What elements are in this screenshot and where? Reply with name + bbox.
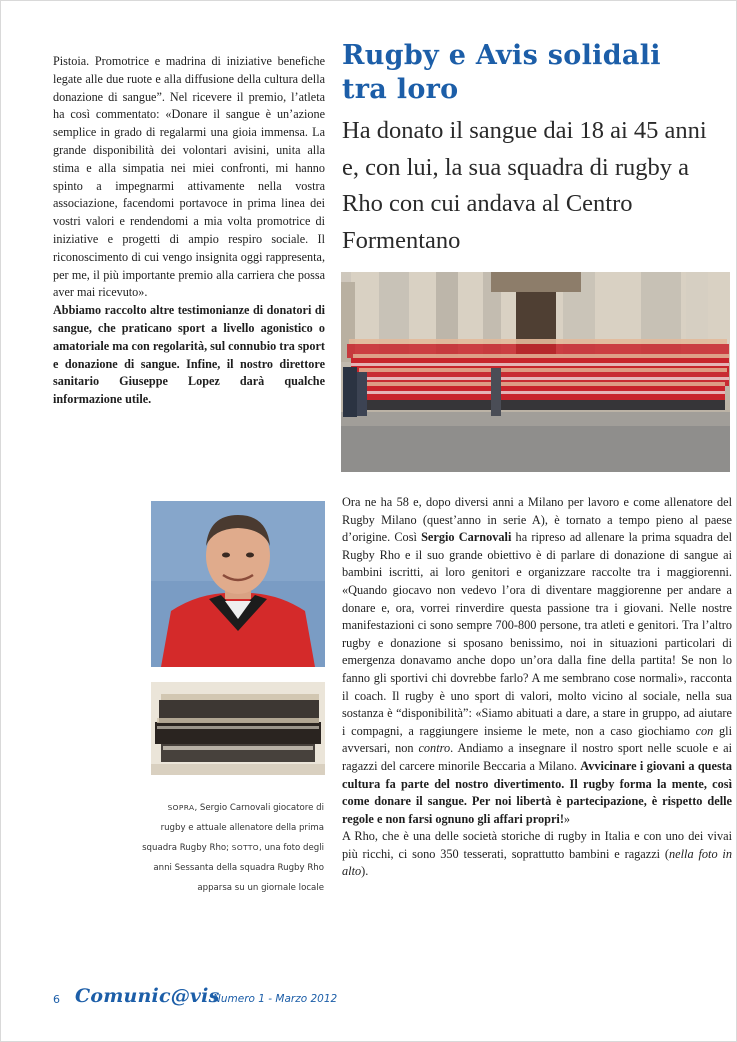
article-emphasis: con [695, 723, 714, 738]
article-emphasis: contro [418, 741, 451, 756]
article-subtitle: Ha donato il sangue dai 18 ai 45 anni e, con lui, la sua squadra di rugby a Rho con cui andava al Centro Formentano [342, 117, 707, 254]
left-column-text [53, 53, 325, 409]
article-emphasis: nella foto in alto [342, 846, 732, 879]
caption-sotto-text: , una foto degli anni Sessanta della squadra Rugby Rho apparsa su un giornale locale [153, 843, 324, 893]
caption-sopra-label: SOPRA [167, 803, 195, 812]
article-text: ha ripreso ad allenare la prima squadra del Rugby Rho e il suo grande obiettivo è di parlare di donazione di sangue ai bambini iscritti, ai loro genitori e organizzare raccolte tra i maggiorenni. «Quando giocavo non vedevo l’ora di diventare maggiorenne per andare a donare e, ora, vorrei rinverdire questa passione tra i giovani. Nelle nostre manifestazioni ci sono sempre 700-800 persone, tra atleti e genitori. Tra l’altro rugby e donazione si sposano benissimo, noi in situazioni particolari di emergenza donavamo anche dopo un’ora dalla fine della partita! Se non lo fanno gli sportivi chi dovrebbe farlo? A me sembrano cose normali», racconta il coach. Il rugby è uno sport di valori, molto vicino al sociale, nella sua sostanza è “disponibilità”: «Siamo abituati a dare, a stare in gruppo, ad aiutare i compagni, a raggiungere insieme le mete, non a caso giochiamo [342, 530, 732, 738]
page-number: 6 [53, 993, 60, 1006]
caption-sopra-text: , Sergio Carnovali giocatore di rugby e attuale allenatore della prima squadra Rugby Rho; [142, 803, 324, 853]
coach-name: Sergio Carnovali [421, 530, 512, 545]
article-text: Ora ne ha 58 e, dopo diversi anni a Milano per lavoro e come allenatore del Rugby Milano (quest’anno in serie A), è tornato a tempo pieno al paese d’origine. Così [342, 495, 732, 545]
article-paragraph-2 [342, 828, 732, 881]
article-text: . Andiamo a insegnare il nostro sport nelle scuole e ai ragazzi del carcere minorile Beccaria a Milano. [342, 741, 732, 773]
article-paragraph-1 [342, 494, 732, 828]
intro-paragraph: Pistoia. Promotrice e madrina di iniziative benefiche legate alle due ruote e alla diffusione della cultura della donazione di sangue”. Nel ricevere il premio, l’atleta ha così commentato: «Donare il sangue è un’azione semplice in grado di regalarmi una gioia immensa. La grande disponibilità dei volontari avisini, unita alla stima e alla simpatia nei miei confronti, mi hanno spinto a impegnarmi attivamente nella vostra associazione, facendomi portavoce in prima linea dei vostri valori e rendendomi a mia volta promotrice di iniziative e progetti di ampio respiro sociale. Il riconoscimento di cui vengo insignita oggi rappresenta, per me, il più importante premio alla carriera che possa aver mai ricevuto». [53, 54, 325, 300]
photo-caption [141, 798, 324, 898]
coach-portrait-photo [151, 501, 325, 667]
vintage-team-illustration [151, 682, 325, 775]
article-title: Rugby e Avis solidali tra loro [342, 40, 661, 105]
article-bold-quote: Avvicinare i giovani a questa cultura fa parte del nostro divertimento. Il rugby forma la mente, così come donare il sangue. Per noi libertà è partecipazione, è rispetto delle regole e non farsi ognuno gli affari propri! [342, 758, 732, 826]
article-text: » [563, 811, 571, 826]
team-photo [341, 272, 730, 472]
article-body [342, 494, 732, 881]
article-text: A Rho, che è una delle società storiche di rugby in Italia e con uno dei vivai più ricchi, ci sono 350 tesserati, soprattutto bambini e ragazzi ( [342, 829, 732, 861]
magazine-logo: Comunic@vis [75, 985, 220, 1007]
article-text: gli avversari, non [342, 723, 733, 756]
vintage-team-photo [151, 682, 325, 775]
caption-sotto-label: SOTTO [231, 843, 260, 852]
issue-label: Numero 1 - Marzo 2012 [213, 993, 338, 1005]
coach-portrait-illustration [151, 501, 325, 667]
testimonials-intro-paragraph: Abbiamo raccolto altre testimonianze di donatori di sangue, che praticano sport a livello agonistico o amatoriale ma con regolarità, sul connubio tra sport e donazione di sangue. Infine, il nostro direttore sanitario Giuseppe Lopez darà qualche informazione utile. [53, 303, 325, 407]
article-text: ). [361, 864, 369, 879]
page-footer [53, 987, 353, 1009]
team-photo-illustration [341, 272, 730, 472]
